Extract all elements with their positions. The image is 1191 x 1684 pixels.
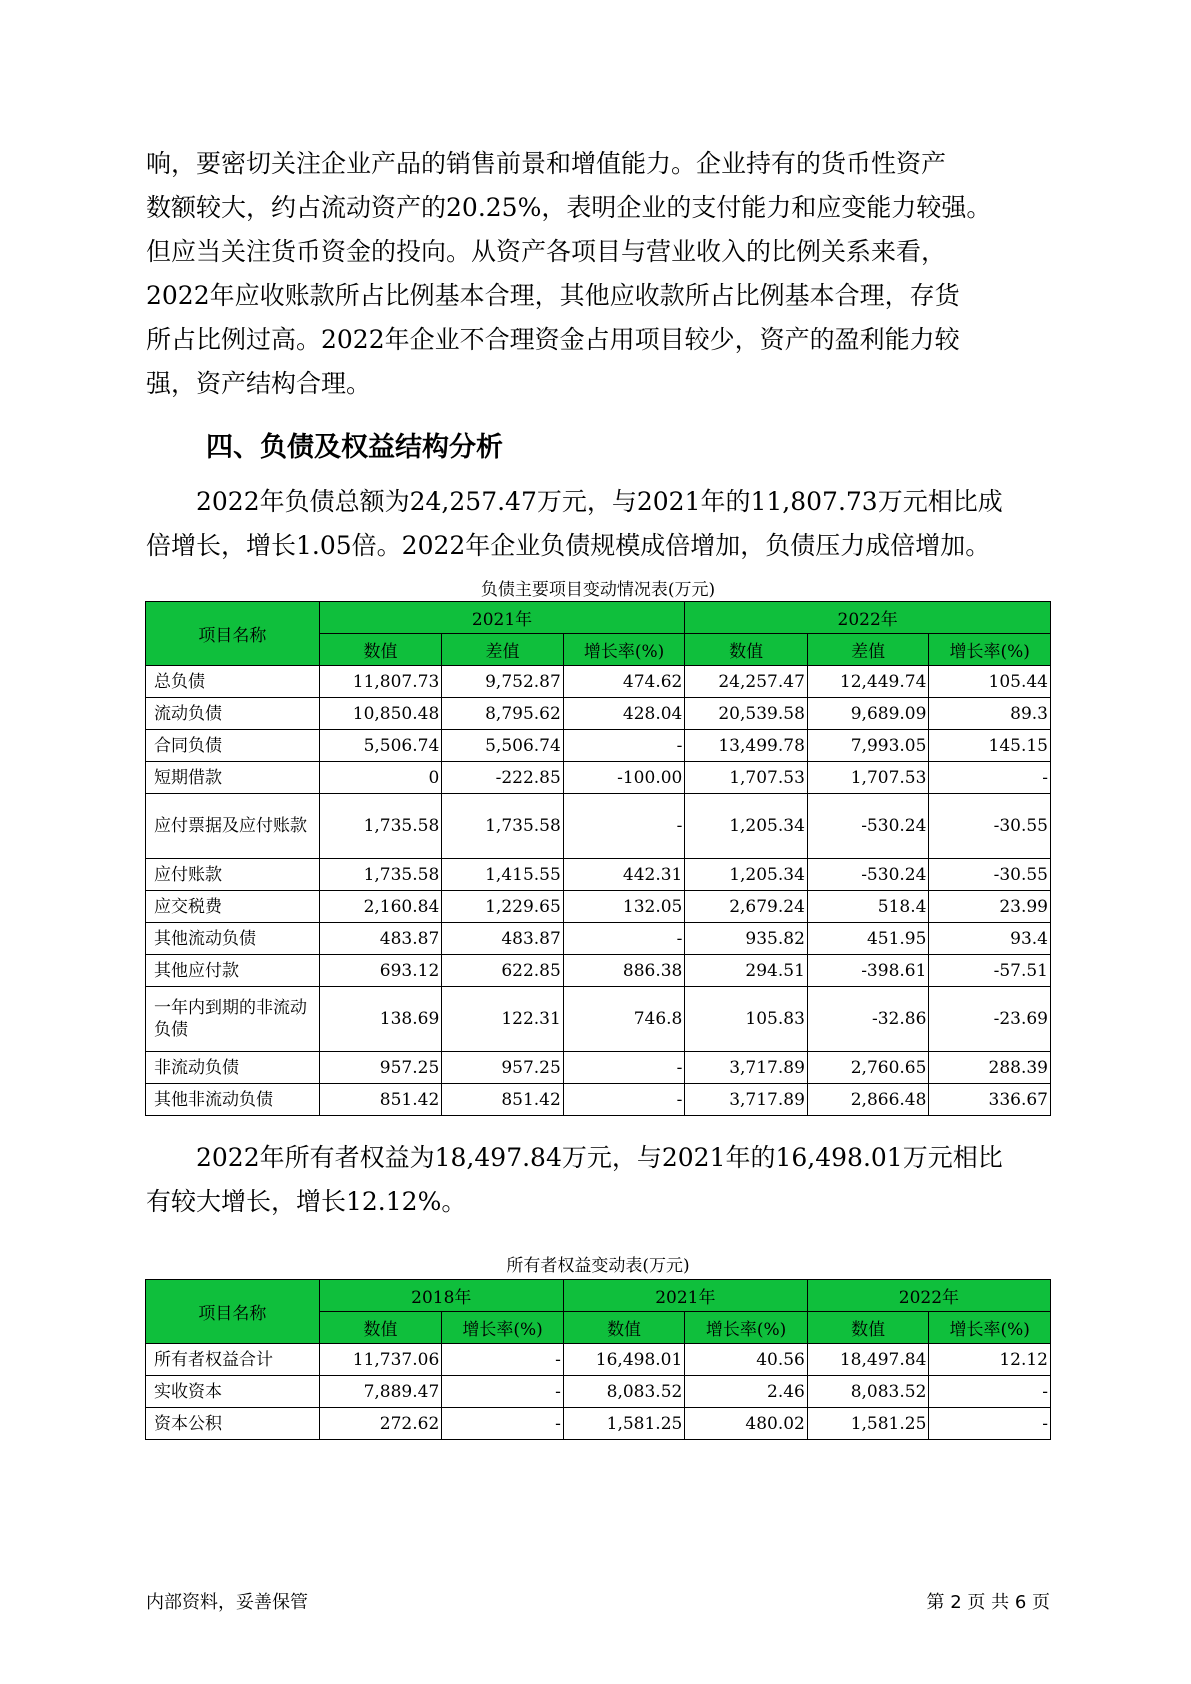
- text-line: 强，资产结构合理。: [146, 369, 372, 398]
- name-column-header: 项目名称: [146, 602, 320, 666]
- table-row: [146, 891, 1051, 923]
- sub-header: 差值: [807, 634, 929, 666]
- value-cell: -30.55: [929, 859, 1051, 891]
- row-name-cell: 流动负债: [146, 698, 320, 730]
- sub-header: 增长率(%): [563, 634, 685, 666]
- value-cell: 1,205.34: [685, 794, 808, 859]
- value-cell: 957.25: [442, 1052, 564, 1084]
- value-cell: 442.31: [563, 859, 685, 891]
- table-row: [146, 794, 1051, 859]
- value-cell: 480.02: [685, 1408, 808, 1440]
- value-cell: 851.42: [442, 1084, 564, 1116]
- value-cell: 1,735.58: [442, 794, 564, 859]
- row-name-cell: 总负债: [146, 666, 320, 698]
- text-line: 2022年应收账款所占比例基本合理，其他应收款所占比例基本合理，存货: [146, 281, 960, 310]
- table-row: [146, 1052, 1051, 1084]
- value-cell: 1,707.53: [685, 762, 808, 794]
- liabilities-table: [145, 601, 1051, 1116]
- footer-confidential-note: 内部资料，妥善保管: [146, 1592, 308, 1613]
- value-cell: 1,581.25: [563, 1408, 685, 1440]
- paragraph-liability-summary: [146, 480, 1050, 568]
- value-cell: 294.51: [685, 955, 808, 987]
- value-cell: 138.69: [319, 987, 442, 1052]
- value-cell: -: [442, 1376, 564, 1408]
- footer-page-number: 第 2 页 共 6 页: [926, 1592, 1050, 1613]
- text-line: 倍增长，增长1.05倍。2022年企业负债规模成倍增加，负债压力成倍增加。: [146, 531, 991, 560]
- text-line: 2022年负债总额为24,257.47万元，与2021年的11,807.73万元相比成: [196, 487, 1003, 516]
- value-cell: 13,499.78: [685, 730, 808, 762]
- table-row: [146, 730, 1051, 762]
- table-row: [146, 698, 1051, 730]
- value-cell: 24,257.47: [685, 666, 808, 698]
- row-name-cell: 其他流动负债: [146, 923, 320, 955]
- value-cell: -: [442, 1344, 564, 1376]
- row-name-cell: 短期借款: [146, 762, 320, 794]
- value-cell: -398.61: [807, 955, 929, 987]
- value-cell: -: [929, 1408, 1051, 1440]
- sub-header: 数值: [807, 1312, 929, 1344]
- value-cell: 1,735.58: [319, 794, 442, 859]
- value-cell: -23.69: [929, 987, 1051, 1052]
- row-name-cell: 资本公积: [146, 1408, 320, 1440]
- year-header: 2021年: [563, 1280, 807, 1312]
- value-cell: 145.15: [929, 730, 1051, 762]
- value-cell: -530.24: [807, 859, 929, 891]
- table-row: [146, 1408, 1051, 1440]
- value-cell: 451.95: [807, 923, 929, 955]
- value-cell: 851.42: [319, 1084, 442, 1116]
- value-cell: 10,850.48: [319, 698, 442, 730]
- value-cell: -32.86: [807, 987, 929, 1052]
- sub-header: 增长率(%): [442, 1312, 564, 1344]
- row-name-cell: 应付票据及应付账款: [146, 794, 320, 859]
- value-cell: 1,735.58: [319, 859, 442, 891]
- value-cell: -: [563, 730, 685, 762]
- value-cell: 1,229.65: [442, 891, 564, 923]
- value-cell: 428.04: [563, 698, 685, 730]
- value-cell: -530.24: [807, 794, 929, 859]
- value-cell: 622.85: [442, 955, 564, 987]
- row-name-cell: 应付账款: [146, 859, 320, 891]
- table-row: [146, 1344, 1051, 1376]
- value-cell: -: [563, 794, 685, 859]
- value-cell: 272.62: [319, 1408, 442, 1440]
- value-cell: 1,205.34: [685, 859, 808, 891]
- table-row: [146, 1084, 1051, 1116]
- value-cell: 3,717.89: [685, 1084, 808, 1116]
- value-cell: 105.44: [929, 666, 1051, 698]
- table-caption-equity: 所有者权益变动表(万元): [506, 1256, 690, 1276]
- table-row: [146, 987, 1051, 1052]
- value-cell: 40.56: [685, 1344, 808, 1376]
- value-cell: 1,415.55: [442, 859, 564, 891]
- value-cell: 1,707.53: [807, 762, 929, 794]
- row-name-cell: 非流动负债: [146, 1052, 320, 1084]
- value-cell: -222.85: [442, 762, 564, 794]
- value-cell: 18,497.84: [807, 1344, 929, 1376]
- value-cell: -: [929, 762, 1051, 794]
- value-cell: -: [563, 1052, 685, 1084]
- value-cell: 957.25: [319, 1052, 442, 1084]
- table-row: [146, 859, 1051, 891]
- value-cell: 89.3: [929, 698, 1051, 730]
- sub-header: 数值: [319, 634, 442, 666]
- row-name-cell: 实收资本: [146, 1376, 320, 1408]
- value-cell: 518.4: [807, 891, 929, 923]
- row-name-cell: 合同负债: [146, 730, 320, 762]
- value-cell: 2.46: [685, 1376, 808, 1408]
- year-header: 2021年: [319, 602, 685, 634]
- value-cell: 8,083.52: [563, 1376, 685, 1408]
- value-cell: 2,160.84: [319, 891, 442, 923]
- sub-header: 差值: [442, 634, 564, 666]
- table-caption-liabilities: 负债主要项目变动情况表(万元): [480, 580, 716, 600]
- value-cell: 9,689.09: [807, 698, 929, 730]
- table-row: [146, 955, 1051, 987]
- value-cell: -: [442, 1408, 564, 1440]
- value-cell: 5,506.74: [319, 730, 442, 762]
- row-name-cell: 其他非流动负债: [146, 1084, 320, 1116]
- table-row: [146, 1376, 1051, 1408]
- equity-table: [145, 1279, 1051, 1440]
- paragraph-asset-structure: [146, 142, 1050, 406]
- year-header: 2022年: [685, 602, 1051, 634]
- table-row: [146, 762, 1051, 794]
- value-cell: 2,760.65: [807, 1052, 929, 1084]
- value-cell: -: [563, 1084, 685, 1116]
- value-cell: 0: [319, 762, 442, 794]
- value-cell: 93.4: [929, 923, 1051, 955]
- text-line: 但应当关注货币资金的投向。从资产各项目与营业收入的比例关系来看，: [146, 237, 947, 266]
- value-cell: 9,752.87: [442, 666, 564, 698]
- sub-header: 数值: [563, 1312, 685, 1344]
- table-row: [146, 923, 1051, 955]
- sub-header: 增长率(%): [685, 1312, 808, 1344]
- text-line: 数额较大，约占流动资产的20.25%，表明企业的支付能力和应变能力较强。: [146, 193, 992, 222]
- value-cell: 336.67: [929, 1084, 1051, 1116]
- value-cell: 1,581.25: [807, 1408, 929, 1440]
- row-name-cell: 一年内到期的非流动负债: [146, 987, 320, 1052]
- value-cell: 7,889.47: [319, 1376, 442, 1408]
- value-cell: 8,083.52: [807, 1376, 929, 1408]
- value-cell: 483.87: [442, 923, 564, 955]
- value-cell: 23.99: [929, 891, 1051, 923]
- sub-header: 增长率(%): [929, 1312, 1051, 1344]
- value-cell: 122.31: [442, 987, 564, 1052]
- value-cell: 12,449.74: [807, 666, 929, 698]
- value-cell: 12.12: [929, 1344, 1051, 1376]
- sub-header: 数值: [685, 634, 808, 666]
- value-cell: 11,807.73: [319, 666, 442, 698]
- value-cell: 288.39: [929, 1052, 1051, 1084]
- year-header: 2022年: [807, 1280, 1050, 1312]
- table-row: [146, 666, 1051, 698]
- value-cell: 886.38: [563, 955, 685, 987]
- text-line: 所占比例过高。2022年企业不合理资金占用项目较少，资产的盈利能力较: [146, 325, 960, 354]
- value-cell: 3,717.89: [685, 1052, 808, 1084]
- value-cell: 483.87: [319, 923, 442, 955]
- paragraph-equity-summary: [146, 1136, 1050, 1224]
- value-cell: 746.8: [563, 987, 685, 1052]
- section-heading: 四、负债及权益结构分析: [206, 432, 503, 463]
- value-cell: -30.55: [929, 794, 1051, 859]
- text-line: 2022年所有者权益为18,497.84万元，与2021年的16,498.01万元相比: [196, 1143, 1003, 1172]
- value-cell: 20,539.58: [685, 698, 808, 730]
- text-line: 响，要密切关注企业产品的销售前景和增值能力。企业持有的货币性资产: [146, 149, 947, 178]
- value-cell: 132.05: [563, 891, 685, 923]
- sub-header: 增长率(%): [929, 634, 1051, 666]
- value-cell: 105.83: [685, 987, 808, 1052]
- row-name-cell: 其他应付款: [146, 955, 320, 987]
- name-column-header: 项目名称: [146, 1280, 320, 1344]
- year-header: 2018年: [319, 1280, 563, 1312]
- value-cell: -57.51: [929, 955, 1051, 987]
- value-cell: -100.00: [563, 762, 685, 794]
- value-cell: 16,498.01: [563, 1344, 685, 1376]
- sub-header: 数值: [319, 1312, 442, 1344]
- value-cell: 2,679.24: [685, 891, 808, 923]
- value-cell: 7,993.05: [807, 730, 929, 762]
- value-cell: 935.82: [685, 923, 808, 955]
- value-cell: -: [563, 923, 685, 955]
- value-cell: 5,506.74: [442, 730, 564, 762]
- text-line: 有较大增长，增长12.12%。: [146, 1187, 467, 1216]
- row-name-cell: 应交税费: [146, 891, 320, 923]
- value-cell: 11,737.06: [319, 1344, 442, 1376]
- value-cell: 8,795.62: [442, 698, 564, 730]
- value-cell: 693.12: [319, 955, 442, 987]
- row-name-cell: 所有者权益合计: [146, 1344, 320, 1376]
- value-cell: 2,866.48: [807, 1084, 929, 1116]
- value-cell: 474.62: [563, 666, 685, 698]
- value-cell: -: [929, 1376, 1051, 1408]
